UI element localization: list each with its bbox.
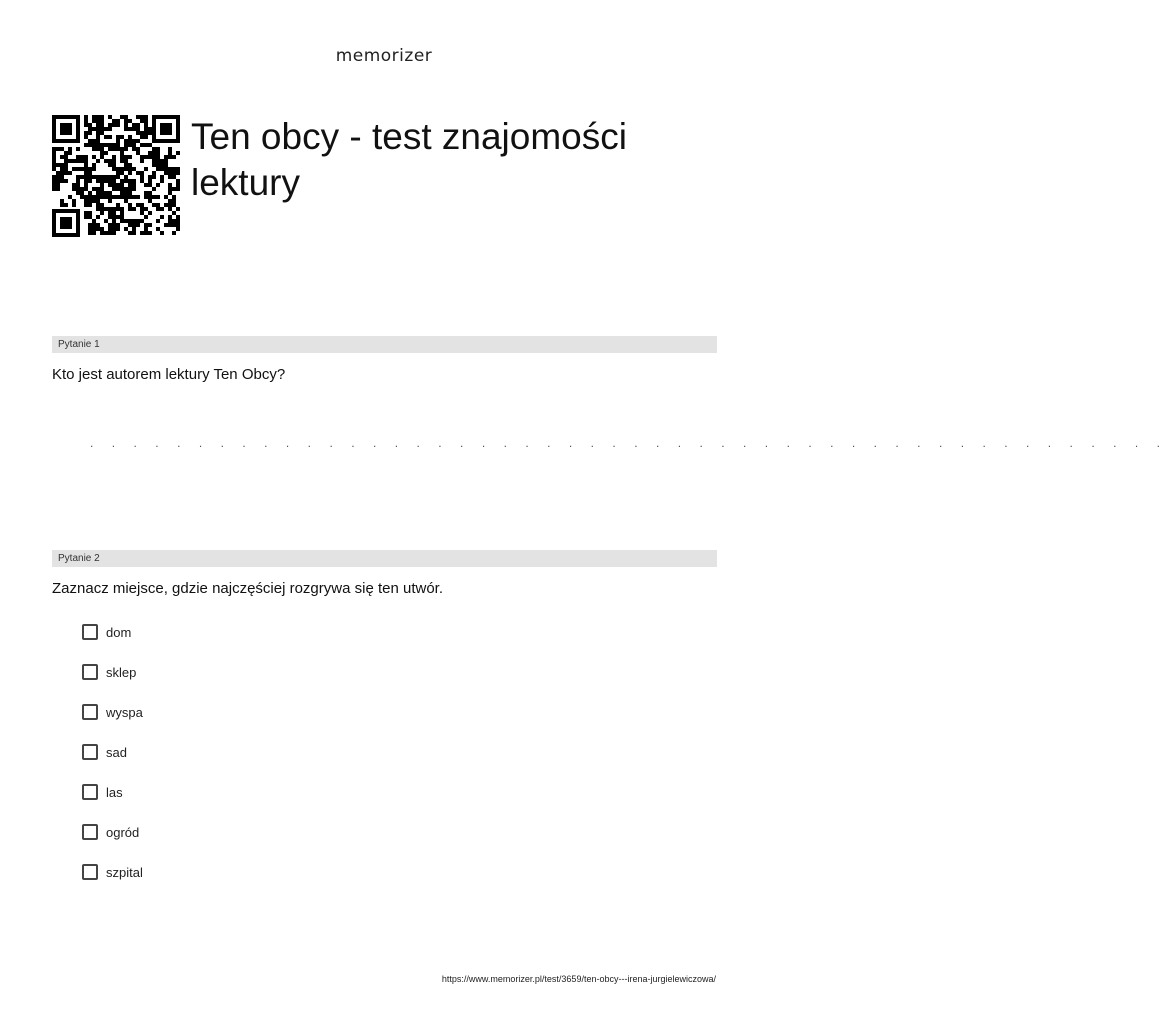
option-wyspa[interactable]: [82, 702, 143, 722]
option-label: wyspa: [106, 704, 143, 720]
question-1-label: Pytanie 1: [52, 336, 717, 353]
option-label: ogród: [106, 824, 140, 840]
checkbox[interactable]: [82, 704, 98, 720]
qr-code: [52, 115, 180, 237]
checkbox[interactable]: [82, 664, 98, 680]
option-label: sklep: [106, 664, 137, 680]
memorizer-logo: memorizer: [335, 46, 433, 66]
option-dom[interactable]: [82, 622, 131, 642]
option-label: dom: [106, 624, 132, 640]
option-label: sad: [106, 744, 127, 760]
option-label: las: [106, 784, 123, 800]
checkbox[interactable]: [82, 744, 98, 760]
footer-url[interactable]: https://www.memorizer.pl/test/3659/ten-obcy---irena-jurgielewiczowa/: [441, 974, 716, 984]
question-2-text: Zaznacz miejsce, gdzie najczęściej rozgrywa się ten utwór.: [52, 580, 443, 597]
checkbox[interactable]: [82, 864, 98, 880]
page-title: Ten obcy - test znajomości lektury: [191, 116, 627, 203]
option-las[interactable]: [82, 782, 123, 802]
answer-line: . . . . . . . . . . . . . . . . . . . . . . . . . . . . . . . . . . . . . . . . . . . . . . . . . .: [90, 436, 1168, 450]
option-sklep[interactable]: [82, 662, 136, 682]
question-2-label: Pytanie 2: [52, 550, 717, 567]
option-ogrod[interactable]: [82, 822, 139, 842]
option-szpital[interactable]: [82, 862, 143, 882]
option-sad[interactable]: [82, 742, 127, 762]
option-label: szpital: [106, 864, 143, 880]
checkbox[interactable]: [82, 824, 98, 840]
checkbox[interactable]: [82, 624, 98, 640]
checkbox[interactable]: [82, 784, 98, 800]
question-1-text: Kto jest autorem lektury Ten Obcy?: [52, 366, 286, 383]
